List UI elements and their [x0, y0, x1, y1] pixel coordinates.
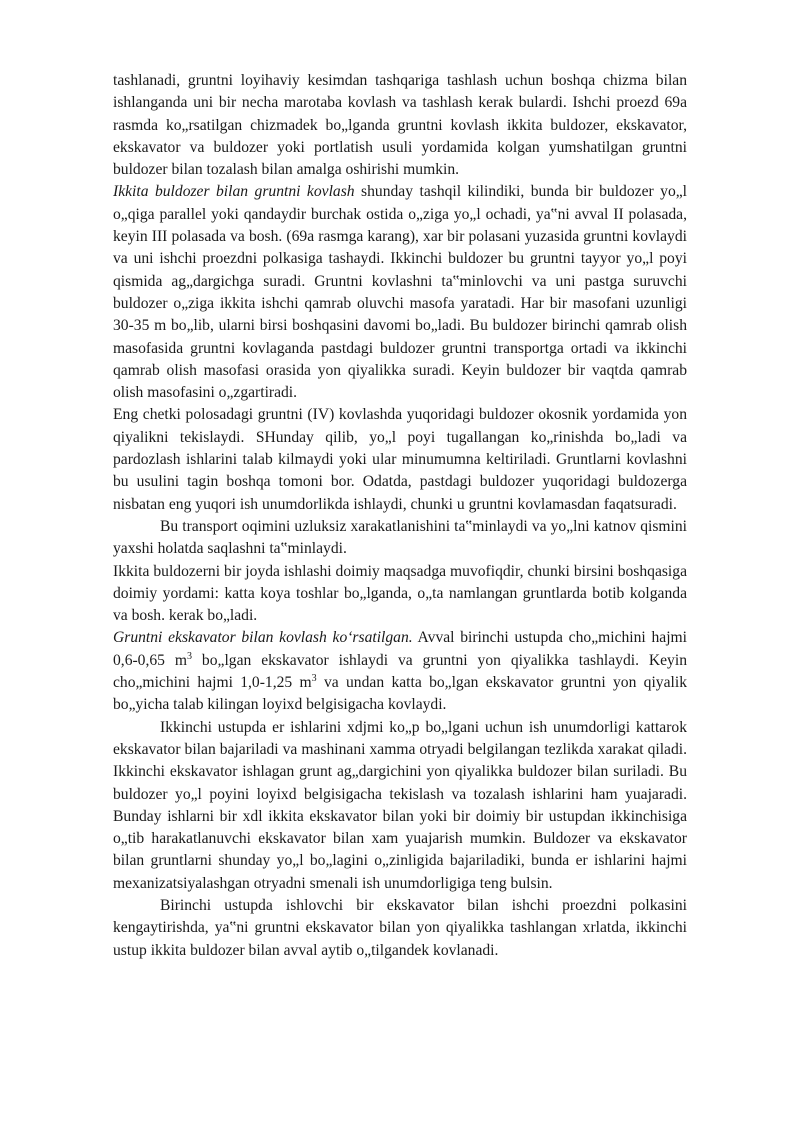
paragraph-6-text-c: va undan katta bo„lgan ekskavator gruntni yon qiyalik bo„yicha talab kilingan loyixd belgisigacha kovlaydi.: [113, 674, 687, 714]
document-page: [113, 70, 687, 962]
paragraph-2: [113, 181, 687, 404]
paragraph-6-text-b: bo„lgan ekskavator ishlaydi va gruntni yon qiyalikka tashlaydi. Keyin cho„michini hajmi 1,0-1,25 m: [113, 651, 687, 692]
paragraph-7: [113, 717, 687, 895]
paragraph-1: [113, 70, 687, 181]
paragraph-2-text: shunday tashqil kilindiki, bunda bir buldozer yo„l o„qiga parallel yoki qandaydir burchak ostida o„ziga yo„l ochadi, ya‟ni avval II polasada, keyin III polasada va bosh. (69a rasmga karang), xar bir polasani yuzasida gruntni kovlaydi va uni ishchi proezdni polkasiga tashaydi. Ikkinchi buldozer bu gruntni tayyor yo„l poyi qismida ag„dargichga suradi. Gruntni kovlashni ta‟minlovchi va uni pastga suruvchi buldozer o„ziga ikkita ishchi qamrab oluvchi masofa yaratadi. Har bir masofani uzunligi 30-35 m bo„lib, ularni birsi boshqasini davomi bo„ladi. Bu buldozer birinchi qamrab olish masofasida gruntni kovlaganda pastdagi buldozer gruntni transportga ortadi va ikkinchi qamrab olish masofasi orasida yon qiyalikka suradi. Keyin buldozer bir vaqtda qamrab olish masofasini o„zgartiradi.: [113, 183, 688, 402]
paragraph-6-italic-lead: Gruntni ekskavator bilan kovlash ko‘rsatilgan.: [113, 629, 413, 647]
paragraph-3: [113, 404, 687, 515]
paragraph-6: [113, 627, 687, 716]
paragraph-8-text: Birinchi ustupda ishlovchi bir ekskavator bilan ishchi proezdni polkasini kengaytirishda, ya‟ni gruntni ekskavator bilan yon qiyalikka tashlangan xrlatda, ikkinchi ustup ikkita buldozer bilan avval aytib o„tilgandek kovlanadi.: [113, 896, 687, 959]
paragraph-7-text: Ikkinchi ustupda er ishlarini xdjmi ko„p bo„lgani uchun ish unumdorligi kattarok ekskavator bilan bajariladi va mashinani xamma otryadi belgilangan tezlikda xarakat qiladi. Ikkinchi ekskavator ishlagan grunt ag„dargichini yon qiyalikka buldozer bilan suriladi. Bu buldozer yo„l poyini loyixd belgisigacha tekislash va tozalash ishlarini ham yuajaradi. Bunday ishlarni bir xdl ikkita ekskavator bilan yoki bir doimiy bir ustupdan ikkinchisiga o„tib harakatlanuvchi ekskavator bilan xam yuajarish mumkin. Buldozer va ekskavator bilan gruntlarni shunday yo„l bo„lagini o„zinligida bajariladiki, bunda er ishlarini hajmi mexanizatsiyalashgan otryadni smenali ish unumdorligiga teng bulsin.: [113, 718, 687, 892]
paragraph-2-italic-lead: Ikkita buldozer bilan gruntni kovlash: [113, 183, 355, 201]
paragraph-4-text: Bu transport oqimini uzluksiz xarakatlanishini ta‟minlaydi va yo„lni katnov qismini yaxshi holatda saqlashni ta‟minlaydi.: [113, 517, 687, 558]
paragraph-5-text: Ikkita buldozerni bir joyda ishlashi doimiy maqsadga muvofiqdir, chunki birsini boshqasiga doimiy yordami: katta koya toshlar bo„lganda, o„ta namlangan gruntlarda botib kolganda va bosh. kerak bo„ladi.: [113, 562, 687, 625]
paragraph-1-text: tashlanadi, gruntni loyihaviy kesimdan tashqariga tashlash uchun boshqa chizma bilan ishlanganda uni bir necha marotaba kovlash va tashlash kerak bulardi. Ishchi proezd 69a rasmda ko„rsatilgan chizmadek bo„lganda gruntni kovlash ikkita buldozer, ekskavator, ekskavator va buldozer yoki portlatish usuli yordamida kolgan yumshatilgan gruntni buldozer bilan tozalash bilan amalga oshirishi mumkin.: [113, 72, 687, 179]
paragraph-5: [113, 561, 687, 628]
paragraph-4: [113, 516, 687, 561]
paragraph-6-superscript-b: 3: [311, 672, 317, 684]
paragraph-3-text: Eng chetki polosadagi gruntni (IV) kovlashda yuqoridagi buldozer okosnik yordamida yon qiyalikni tekislaydi. SHunday qilib, yo„l poyi tugallangan ko„rinishda bo„ladi va pardozlash ishlarini talab kilmaydi yoki ular minumumna keltiriladi. Gruntlarni kovlashni bu usulini tagin boshqa tomoni bor. Odatda, pastdagi buldozer yuqoridagi buldozerga nisbatan eng yuqori ish unumdorlikda ishlaydi, chunki u gruntni kovlamasdan faqatsuradi.: [113, 406, 687, 513]
paragraph-8: [113, 895, 687, 962]
paragraph-6-text-a: Avval birinchi ustupda cho„michini hajmi 0,6-0,65 m: [113, 629, 687, 669]
paragraph-6-superscript-a: 3: [187, 650, 193, 662]
